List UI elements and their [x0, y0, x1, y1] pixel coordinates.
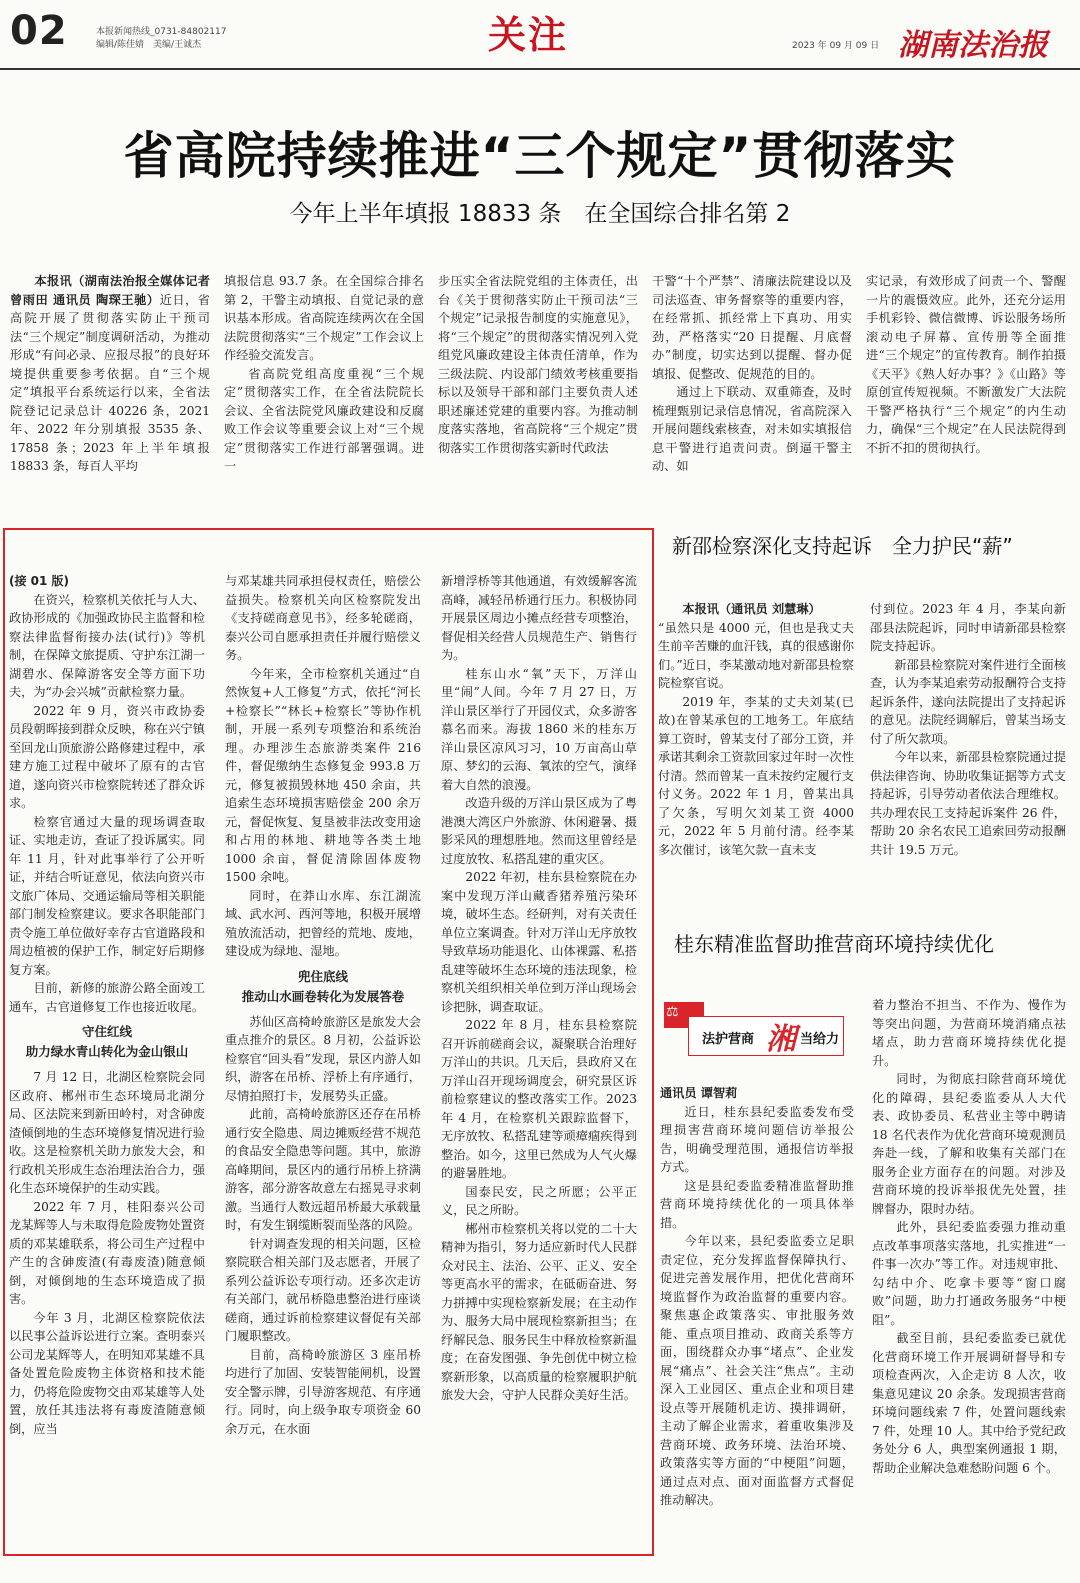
- section-title: 关注: [488, 12, 569, 57]
- story2-byline: 本报讯（通讯员 刘慧琳）: [682, 602, 821, 616]
- paragraph: 今年来，全市检察机关通过“自然恢复+人工修复”方式，依托“河长+检察长”“林长+检察长”等协作机制，开展一系列专项整治和系统治理。办理涉生态旅游类案件 216 件，督促缴纳生态修复金 993.8 万元，修复被损毁林地 450 余亩，共追索生态环境损害赔偿金 200 余万元，督促恢复、复垦被非法改变用途和占用的林地、耕地等各类土地 1000 余亩，督促清除固体废物 1500 余吨。: [225, 666, 421, 884]
- paragraph: 付到位。2023 年 4 月，李某向新邵县法院起诉，同时申请新邵县检察院支持起诉。: [870, 602, 1066, 653]
- paragraph: 在资兴，检察机关依托与人大、政协形成的《加强政协民主监督和检察法律监督衔接办法(试行)》等机制，在保障文旅提质、守护东江湖一湖碧水、保障游客安全等方面下功夫，为“办会兴城”贡献检察力量。: [9, 592, 205, 699]
- lead-headline: 省高院持续推进“三个规定”贯彻落实: [123, 127, 957, 185]
- issue-date: 2023 年 09 月 09 日: [792, 41, 880, 51]
- paragraph: 今年以来，新邵县检察院通过提供法律咨询、协助收集证据等方式支持起诉，引导劳动者依法合理维权。共办理农民工支持起诉案件 26 件，帮助 20 余名农民工追索回劳动报酬共计 19.5 万元。: [870, 750, 1066, 857]
- subheading: 守住红线: [81, 1024, 132, 1039]
- paragraph: 步压实全省法院党组的主体责任，出台《关于贯彻落实防止干预司法“三个规定”记录报告制度的实施意见》，将“三个规定”的贯彻落实情况列入党组党风廉政建设主体责任清单，作为三级法院、内设部门绩效考核重要指标以及领导干部和部门主要负责人述职述廉述党建的重要内容。为推动制度落实落地，省高院将“三个规定”贯彻落实工作贯彻落实新时代政法: [438, 274, 638, 455]
- story3-column-1: [660, 1084, 854, 1544]
- box-column-2: [225, 572, 421, 1542]
- paragraph: 同时，为彻底扫除营商环境优化的障碍，县纪委监委从人大代表、政协委员、私营业主等中聘请 18 名代表作为优化营商环境观测员奔赴一线，了解和收集有关部门在服务企业方面存在的问题。对涉及营商环境的投诉举报优先处置，挂牌督办，限时办结。: [872, 1072, 1066, 1216]
- paragraph: 郴州市检察机关将以党的二十大精神为指引，努力适应新时代人民群众对民主、法治、公平、正义、安全等更高水平的需求，在砥砺奋进、努力拼搏中实现检察新发展；在主动作为、服务大局中展现检察新担当；在纾解民急、服务民生中释放检察新温度；在奋发图强、争先创优中树立检察新形象，以高质量的检察履职护航旅发大会，守护人民群众美好生活。: [441, 1221, 637, 1402]
- story2-column-2: [870, 600, 1066, 920]
- paragraph: 与邓某雄共同承担侵权责任，赔偿公益损失。检察机关向区检察院发出《支持磋商意见书》，经多轮磋商，泰兴公司自愿承担责任并履行赔偿义务。: [225, 574, 421, 662]
- badge-text: 法护营商: [702, 1032, 755, 1047]
- paragraph: 2022 年 8 月，桂东县检察院召开诉前磋商会议，凝聚联合治理好万洋山的共识。几天后，县政府又在万洋山召开现场调度会，研究景区诉前检察建议的整改落实工作。2023 年 4 月，在检察机关跟踪监督下，无序放牧、私搭乱建等顽瘴痼疾得到整治。如今，这里已然成为人气火爆的避暑胜地。: [441, 1018, 637, 1180]
- masthead: [0, 0, 1080, 70]
- lead-column-5: [866, 272, 1066, 504]
- lead-column-1: 本报讯（湖南法治报全媒体记者 曾雨田 通讯员 陶琛王驰）近日，省高院开展了贯彻落实防止干预司法“三个规定”制度调研活动，为推动形成“有问必录、应报尽报”的良好环境提供重要参考依据。自“三个规定”填报平台系统运行以来，全省法院登记记录总计 40226 条，2021 年、2022 年分别填报 3535 条、17858 条；2023 年上半年填报 18833 条，每百人平均: [10, 274, 210, 473]
- paragraph: 新增浮桥等其他通道，有效缓解客流高峰，减轻吊桥通行压力。积极协同开展景区周边小摊点经营专项整治，督促相关经营人员规范生产、销售行为。: [441, 574, 637, 662]
- paragraph: 改造升级的万洋山景区成为了粤港澳大湾区户外旅游、休闲避暑、摄影采风的理想胜地。然而这里曾经是过度放牧、私搭乱建的重灾区。: [441, 796, 637, 866]
- paragraph: 2022 年 9 月，资兴市政协委员段朝晖接到群众反映，称在兴宁镇至回龙山顶旅游公路修建过程中，承建方施工过程中破坏了原有的古官道，遂向资兴市检察院转述了群众诉求。: [9, 703, 205, 810]
- paragraph: 同时，在莽山水库、东江湖流域、武水河、西河等地，积极开展增殖放流活动，把曾经的荒地、废地，建设成为绿地、湿地。: [225, 888, 421, 958]
- continued-label: (接 01 版): [9, 574, 70, 588]
- paragraph: 目前，新修的旅游公路全面竣工通车，古官道修复工作也接近收尾。: [9, 981, 205, 1014]
- paragraph: 检察官通过大量的现场调查取证、实地走访，查证了投诉属实。同年 11 月，针对此事举行了公开听证，并结合听证意见，依法向资兴市文旅广体局、交通运输局等相关职能部门制发检察建议。要求各职能部门责令施工单位做好幸存古官道路段和周边植被的保护工作，制定好后期修复方案。: [9, 814, 205, 977]
- column-badge: [660, 996, 848, 1066]
- paragraph: 填报信息 93.7 条。在全国综合排名第 2，干警主动填报、自觉记录的意识基本形成。省高院连续两次在全国法院贯彻落实“三个规定”工作会议上作经验交流发言。: [224, 274, 424, 362]
- paragraph: 苏仙区高椅岭旅游区是旅发大会重点推介的景区。8 月初，公益诉讼检察官“回头看”发现，景区内游人如织，游客在吊桥、浮桥上有序通行，尽情拍照打卡，发展势头正盛。: [225, 1014, 421, 1103]
- paragraph: 7 月 12 日，北湖区检察院会同区政府、郴州市生态环境局北湖分局、区法院来到新田岭村，对含砷废渣倾倒地的生态环境修复情况进行验收。这是检察机关助力旅发大会，和行政机关形成生态治理法治合力，强化生态环境保护的生动实践。: [9, 1070, 205, 1195]
- lead-byline: 本报讯（湖南法治报全媒体记者 曾雨田 通讯员 陶琛王驰）: [10, 274, 210, 307]
- masthead-info: [96, 26, 226, 52]
- page-number: 02: [10, 8, 68, 54]
- paragraph: 这是县纪委监委精准监督助推营商环境持续优化的一项具体举措。: [660, 1178, 854, 1230]
- paragraph: 此前，高椅岭旅游区还存在吊桥通行安全隐患、周边摊贩经营不规范的食品安全隐患等问题。其中，旅游高峰期间，景区内的通行吊桥上挤满游客，部分游客故意左右摇晃寻求刺激。当通行人数远超吊桥最大承载量时，有发生钢缆断裂而坠落的风险。: [225, 1107, 421, 1232]
- story2-title: 新邵检察深化支持起诉 全力护民“薪”: [672, 534, 1013, 558]
- paragraph: 省高院党组高度重视“三个规定”贯彻落实工作，在全省法院院长会议、全省法院党风廉政建设和反腐败工作会议等重要会议上对“三个规定”贯彻落实工作进行部署强调。进一: [224, 366, 424, 473]
- newspaper-logo: 湖南法治报: [898, 28, 1048, 63]
- paragraph: “虽然只是 4000 元，但也是我丈夫生前辛苦赚的血汗钱，真的很感谢你们。”近日，李某激动地对新邵县检察院检察官说。: [658, 620, 854, 690]
- paragraph: 近日，桂东县纪委监委发布受理损害营商环境问题信访举报公告，明确受理范围，通报信访举报方式。: [660, 1104, 854, 1174]
- paragraph: 2019 年，李某的丈夫刘某(已故)在曾某承包的工地务工。年底结算工资时，曾某支付了部分工资，并承诺其剩余工资款回家过年时一次性付清。然而曾某一直未按约定履行支付义务。2022 年 1 月，曾某出具了欠条，写明欠刘某工资 4000 元，2022 年 5 月前付清。经李某多次催讨，该笔欠款一直未支: [658, 694, 854, 857]
- paragraph: 新邵县检察院对案件进行全面核查，认为李某追索劳动报酬符合支持起诉条件，遂向法院提出了支持起诉的意见。法院经调解后，曾某当场支付了所欠款项。: [870, 657, 1066, 746]
- lead-column-4: [652, 272, 852, 504]
- lead-subhead: 今年上半年填报 18833 条 在全国综合排名第 2: [289, 201, 791, 227]
- box-column-3: [441, 572, 637, 1542]
- paragraph: 针对调查发现的相关问题，区检察院联合相关部门及志愿者，开展了系列公益诉讼专项行动。还多次走访有关部门，就吊桥隐患整治进行座谈磋商，通过诉前检察建议督促有关部门履职整改。: [225, 1236, 421, 1343]
- paragraph: 截至目前，县纪委监委已就优化营商环境工作开展调研督导和专项检查两次，入企走访 8 人次，收集意见建议 20 余条。发现损害营商环境问题线索 7 件，处置问题线索 7 件，处理 10 人。其中给予党纪政务处分 6 人，典型案例通报 1 期，帮助企业解决急难愁盼问题 6 个。: [872, 1331, 1066, 1475]
- paragraph: 此外，县纪委监委强力推动重点改革事项落实落地，扎实推进“一件事一次办”等工作。对违规审批、勾结中介、吃拿卡要等“窗口腐败”问题，助力打通政务服务“中梗阻”。: [872, 1220, 1066, 1327]
- story3-byline: 通讯员 谭智莉: [660, 1086, 738, 1100]
- lead-column-3: [438, 272, 638, 504]
- story2-column-1: [658, 600, 854, 920]
- badge-xiang: 湘: [766, 1022, 796, 1057]
- paragraph: 通过上下联动、双重筛查，及时梳理甄别记录信息情况，省高院深入开展问题线索核查，对未如实填报信息干警进行追责问责。倒逼干警主动、如: [652, 385, 852, 473]
- subheading: 推动山水画卷转化为发展答卷: [241, 988, 405, 1004]
- story3-column-2: [872, 996, 1066, 1544]
- paragraph: 2022 年初，桂东县检察院在办案中发现万洋山藏香猪养殖污染环境，破坏生态。经研判，对有关责任单位立案调查。针对万洋山无序放牧导致草场功能退化、山体裸露、私搭乱建等破坏生态环境的违法现象，检察机关组织相关单位到万洋山现场会诊把脉，调查取证。: [441, 870, 637, 1014]
- scales-icon: ⚖: [666, 1004, 679, 1020]
- box-column-1: [9, 572, 205, 1542]
- paragraph: 干警“十个严禁”、清廉法院建设以及司法巡查、审务督察等的重要内容，在经常抓、抓经常上下真功、用实劲，严格落实“20 日提醒、月底督办”制度，切实达到以提醒、督办促填报、促整改、促规范的目的。: [652, 274, 852, 381]
- paragraph: 今年 3 月，北湖区检察院依法以民事公益诉讼进行立案。查明泰兴公司龙某辉等人，在明知邓某雄不具备处置危险废物主体资格和技术能力，仍将危险废物交由邓某雄等人处置，放任其违法将有毒废渣随意倾倒，应当: [9, 1310, 205, 1436]
- paragraph: 目前，高椅岭旅游区 3 座吊桥均进行了加固、安装智能闸机，设置安全警示牌，引导游客规范、有序通行。同时，向上级争取专项资金 60 余万元，在水面: [225, 1347, 421, 1436]
- subheading: 兜住底线: [297, 968, 348, 984]
- news-hotline: 本报新闻热线_0731-84802117: [96, 27, 227, 37]
- lead-column-2: [224, 272, 424, 504]
- paragraph: 2022 年 7 月，桂阳泰兴公司龙某辉等人与未取得危险废物处置资质的邓某雄联系，将公司生产过程中产生的含砷废渣(有毒废渣)随意倾倒，对倾倒地的生态环境造成了损害。: [9, 1199, 205, 1306]
- paragraph: 今年以来，县纪委监委立足职责定位，充分发挥监督保障执行、促进完善发展作用，把优化营商环境监督作为政治监督的重要内容。聚焦惠企政策落实、审批服务效能、重点项目推动、政商关系等方面，围绕群众办事“堵点”、企业发展“痛点”、社会关注“焦点”。主动深入工业园区、重点企业和项目建设点等开展随机走访、摸排调研，主动了解企业需求，着重收集涉及营商环境、政务环境、法治环境、政策落实等方面的“中梗阻”问题，通过点对点、面对面监督方式督促推动解决。: [660, 1234, 854, 1507]
- paragraph: 着力整治不担当、不作为、慢作为等突出问题，为营商环境消痛点祛堵点，助力营商环境持续优化提升。: [872, 998, 1066, 1068]
- paragraph: 国泰民安，民之所愿；公平正义，民之所盼。: [441, 1184, 637, 1217]
- subheading: 助力绿水青山转化为金山银山: [25, 1044, 189, 1059]
- badge-text: 当给力: [800, 1032, 840, 1047]
- editor-credits: 编辑/陈佳婧 美编/王诚杰: [96, 40, 202, 50]
- story3-title: 桂东精准监督助推营商环境持续优化: [674, 932, 994, 956]
- paragraph: 实记录，有效形成了问责一个、警醒一片的震慑效应。此外，还充分运用手机彩铃、微信微博、诉讼服务场所滚动电子屏幕、宣传册等全面推进“三个规定”的宣传教育。制作拍摄《天平》《熟人好办事？》《山路》等原创宣传短视频。不断激发广大法院干警严格执行“三个规定”的内生动力，确保“三个规定”在人民法院得到不折不扣的贯彻执行。: [866, 274, 1066, 455]
- paragraph: 桂东山水“氧”天下，万洋山里“闹”人间。今年 7 月 27 日，万洋山景区举行了开园仪式，众多游客慕名而来。海拔 1860 米的桂东万洋山景区凉风习习，10 万亩高山草原、梦幻的云海、氧浓的空气，演绎着大自然的浪漫。: [441, 666, 637, 792]
